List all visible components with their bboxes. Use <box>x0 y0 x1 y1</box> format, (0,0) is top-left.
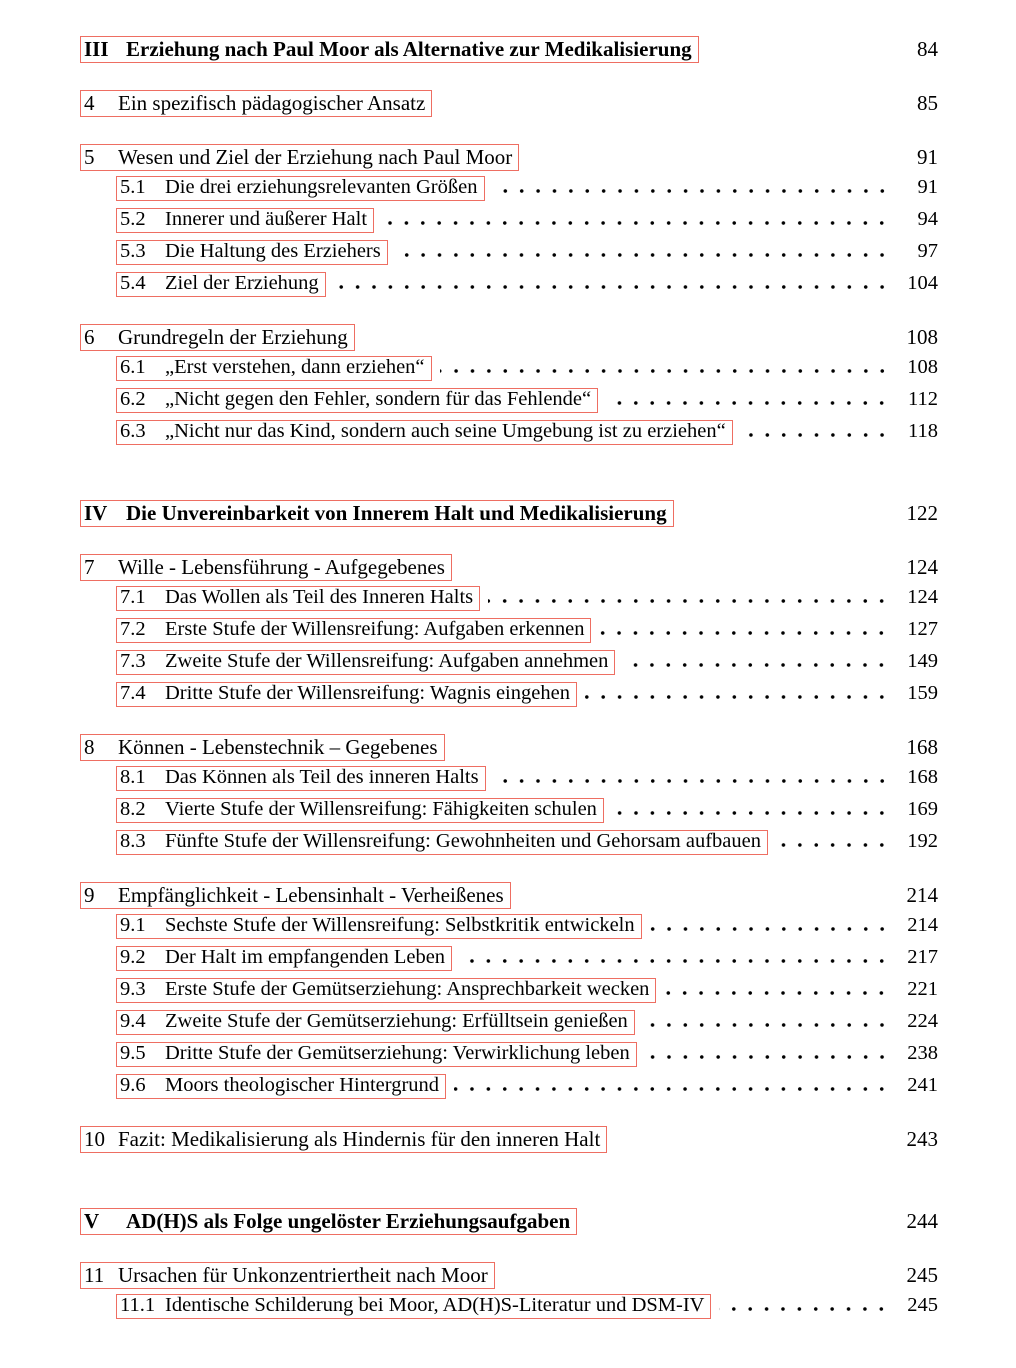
dot-leader <box>606 401 890 405</box>
toc-entry <box>80 208 938 233</box>
toc-entry-number: 5.4 <box>120 272 146 294</box>
toc-entry-page: 221 <box>907 978 938 1000</box>
leader-spacer <box>585 1224 890 1228</box>
dot-leader <box>494 779 890 783</box>
toc-entry-title: Wille - Lebensführung - Aufgegebenes <box>118 555 445 579</box>
toc-entry-link[interactable] <box>80 554 452 581</box>
toc-entry <box>80 420 938 445</box>
toc-entry <box>80 618 938 643</box>
toc-entry <box>80 766 938 791</box>
toc-entry-link[interactable] <box>80 144 519 171</box>
toc-entry <box>80 1042 938 1067</box>
toc-entry-page: 97 <box>917 240 938 262</box>
toc-entry-page: 124 <box>907 586 938 608</box>
toc-entry <box>80 1294 938 1319</box>
toc-entry-title: AD(H)S als Folge ungelöster Erziehungsaufgaben <box>126 1209 571 1233</box>
dot-leader <box>643 1023 890 1027</box>
leader-spacer <box>453 750 890 754</box>
dot-leader <box>599 631 890 635</box>
toc-entry-link[interactable] <box>116 830 768 855</box>
toc-entry-link[interactable] <box>80 36 699 63</box>
toc-entry-number: 7.1 <box>120 586 146 608</box>
toc-entry-link[interactable] <box>80 1126 607 1153</box>
toc-entry-title: Moors theologischer Hintergrund <box>165 1074 440 1096</box>
toc-entry <box>80 734 938 761</box>
toc-entry-number: 9.3 <box>120 978 146 1000</box>
dot-leader <box>645 1055 890 1059</box>
dot-leader <box>396 253 890 257</box>
toc-entry-page: 91 <box>917 145 938 169</box>
toc-entry-title: Innerer und äußerer Halt <box>165 208 368 230</box>
toc-entry <box>80 882 938 909</box>
leader-spacer <box>707 52 890 56</box>
toc-entry-number: 5.2 <box>120 208 146 230</box>
toc-entry-page: 217 <box>907 946 938 968</box>
toc-entry-link[interactable] <box>116 420 733 445</box>
toc-entry <box>80 554 938 581</box>
dot-leader <box>776 843 890 847</box>
toc-entry-link[interactable] <box>116 240 388 265</box>
toc-entry-number: 4 <box>84 91 95 115</box>
toc-entry <box>80 650 938 675</box>
leader-spacer <box>503 1278 890 1282</box>
toc-entry-title: „Nicht nur das Kind, sondern auch seine Umgebung ist zu erziehen“ <box>165 420 726 442</box>
toc-entry-number: 9.2 <box>120 946 146 968</box>
toc-entry-title: Sechste Stufe der Willensreifung: Selbstkritik entwickeln <box>165 914 635 936</box>
toc-entry-link[interactable] <box>80 324 355 351</box>
toc-entry-number: 8 <box>84 735 95 759</box>
toc-entry-title: Das Können als Teil des inneren Halts <box>165 766 479 788</box>
toc-entry-number: 8.2 <box>120 798 146 820</box>
toc-entry-number: 9.4 <box>120 1010 146 1032</box>
toc-entry-link[interactable] <box>116 586 480 611</box>
toc-entry <box>80 586 938 611</box>
toc-entry-link[interactable] <box>116 682 577 707</box>
toc-entry-link[interactable] <box>80 882 511 909</box>
toc-entry-title: Der Halt im empfangenden Leben <box>165 946 446 968</box>
dot-leader <box>612 811 890 815</box>
toc-entry-link[interactable] <box>116 272 326 297</box>
toc-entry-number: 11.1 <box>120 1294 156 1316</box>
toc-entry-link[interactable] <box>116 978 656 1003</box>
toc-entry-page: 159 <box>907 682 938 704</box>
toc-entry <box>80 830 938 855</box>
toc-entry-title: „Erst verstehen, dann erziehen“ <box>165 356 425 378</box>
toc-entry-page: 124 <box>906 555 938 579</box>
toc-entry <box>80 1208 938 1235</box>
toc-entry <box>80 36 938 63</box>
toc-entry-title: Erziehung nach Paul Moor als Alternative zur Medikalisierung <box>126 37 692 61</box>
toc-entry-page: 149 <box>907 650 938 672</box>
toc-entry-page: 94 <box>917 208 938 230</box>
toc-entry-page: 244 <box>906 1209 938 1233</box>
dot-leader <box>493 189 891 193</box>
toc-entry-link[interactable] <box>80 734 445 761</box>
toc-entry-number: 6 <box>84 325 95 349</box>
toc-entry <box>80 356 938 381</box>
leader-spacer <box>615 1142 890 1146</box>
toc-entry-page: 108 <box>907 356 938 378</box>
toc-entry-title: Fünfte Stufe der Willensreifung: Gewohnheiten und Gehorsam aufbauen <box>165 830 761 852</box>
toc-entry-link[interactable] <box>116 766 486 791</box>
toc-entry-number: 7.2 <box>120 618 146 640</box>
toc-entry-title: Fazit: Medikalisierung als Hindernis für den inneren Halt <box>118 1127 601 1151</box>
toc-entry-title: Erste Stufe der Gemütserziehung: Ansprechbarkeit wecken <box>165 978 650 1000</box>
toc-entry-page: 168 <box>907 766 938 788</box>
toc-entry-title: Ein spezifisch pädagogischer Ansatz <box>118 91 426 115</box>
dot-leader <box>623 663 890 667</box>
toc-entry-title: „Nicht gegen den Fehler, sondern für das Fehlende“ <box>165 388 592 410</box>
toc-entry-title: Die Unvereinbarkeit von Innerem Halt und Medikalisierung <box>126 501 667 525</box>
toc-entry-number: 5.1 <box>120 176 146 198</box>
toc-entry <box>80 682 938 707</box>
toc-entry-number: 9.1 <box>120 914 146 936</box>
dot-leader <box>460 959 890 963</box>
toc-list <box>80 36 938 1319</box>
leader-spacer <box>440 106 890 110</box>
toc-entry-link[interactable] <box>80 500 674 527</box>
dot-leader <box>334 285 890 289</box>
dot-leader <box>382 221 890 225</box>
toc-entry-number: 8.1 <box>120 766 146 788</box>
toc-entry <box>80 978 938 1003</box>
dot-leader <box>488 599 890 603</box>
toc-entry <box>80 144 938 171</box>
toc-entry-link[interactable] <box>116 914 642 939</box>
toc-entry-title: Zweite Stufe der Willensreifung: Aufgaben annehmen <box>165 650 609 672</box>
toc-entry-page: 91 <box>917 176 938 198</box>
toc-entry-number: V <box>84 1209 100 1233</box>
dot-leader <box>585 695 890 699</box>
toc-entry <box>80 914 938 939</box>
toc-entry <box>80 1126 938 1153</box>
toc-entry-title: Empfänglichkeit - Lebensinhalt - Verheißenes <box>118 883 504 907</box>
toc-entry-title: Wesen und Ziel der Erziehung nach Paul Moor <box>118 145 513 169</box>
dot-leader <box>454 1087 890 1091</box>
toc-entry-link[interactable] <box>116 1042 637 1067</box>
leader-spacer <box>519 898 890 902</box>
toc-entry-page: 108 <box>906 325 938 349</box>
toc-entry-link[interactable] <box>116 618 591 643</box>
toc-entry <box>80 176 938 201</box>
toc-entry-page: 245 <box>906 1263 938 1287</box>
toc-entry <box>80 388 938 413</box>
toc-entry <box>80 500 938 527</box>
toc-entry-page: 238 <box>907 1042 938 1064</box>
toc-entry-link[interactable] <box>116 946 452 971</box>
toc-entry-title: Vierte Stufe der Willensreifung: Fähigkeiten schulen <box>165 798 597 820</box>
toc-entry-page: 224 <box>907 1010 938 1032</box>
toc-entry-link[interactable] <box>116 356 432 381</box>
toc-entry-link[interactable] <box>116 650 615 675</box>
toc-entry-page: 192 <box>907 830 938 852</box>
toc-entry <box>80 946 938 971</box>
toc-entry-title: Identische Schilderung bei Moor, AD(H)S-Literatur und DSM-IV <box>165 1294 705 1316</box>
toc-entry-title: Grundregeln der Erziehung <box>118 325 348 349</box>
toc-entry-page: 104 <box>907 272 938 294</box>
toc-entry-link[interactable] <box>116 208 374 233</box>
toc-entry-link[interactable] <box>116 1294 711 1319</box>
toc-entry-title: Ziel der Erziehung <box>165 272 319 294</box>
toc-entry-link[interactable] <box>116 1010 635 1035</box>
leader-spacer <box>363 340 890 344</box>
toc-entry <box>80 1262 938 1289</box>
toc-entry <box>80 1010 938 1035</box>
toc-entry-number: 6.2 <box>120 388 146 410</box>
toc-entry-number: 9.6 <box>120 1074 146 1096</box>
toc-entry-page: 214 <box>906 883 938 907</box>
toc-entry-link[interactable] <box>116 176 485 201</box>
toc-entry-page: 112 <box>908 388 938 410</box>
toc-entry-page: 85 <box>917 91 938 115</box>
toc-entry-number: 6.3 <box>120 420 146 442</box>
toc-entry-title: Können - Lebenstechnik – Gegebenes <box>118 735 438 759</box>
toc-entry <box>80 90 938 117</box>
toc-entry-number: 7 <box>84 555 95 579</box>
toc-entry-link[interactable] <box>80 1262 495 1289</box>
toc-entry-number: 9 <box>84 883 95 907</box>
toc-entry-number: 7.4 <box>120 682 146 704</box>
toc-entry-number: 9.5 <box>120 1042 146 1064</box>
toc-entry-page: 243 <box>906 1127 938 1151</box>
toc-entry-number: 5.3 <box>120 240 146 262</box>
toc-entry-page: 122 <box>906 501 938 525</box>
toc-entry-number: 8.3 <box>120 830 146 852</box>
toc-entry-page: 118 <box>908 420 938 442</box>
toc-entry-page: 168 <box>906 735 938 759</box>
toc-entry-link[interactable] <box>116 1074 446 1099</box>
toc-entry-number: 6.1 <box>120 356 146 378</box>
toc-entry-page: 127 <box>907 618 938 640</box>
toc-entry-number: 5 <box>84 145 95 169</box>
toc-entry-number: 7.3 <box>120 650 146 672</box>
toc-entry-link[interactable] <box>116 388 598 413</box>
toc-entry <box>80 240 938 265</box>
toc-entry-number: 11 <box>84 1263 105 1287</box>
toc-entry-link[interactable] <box>80 1208 577 1235</box>
toc-entry-title: Zweite Stufe der Gemütserziehung: Erfülltsein genießen <box>165 1010 628 1032</box>
toc-entry-number: 10 <box>84 1127 105 1151</box>
toc-entry-title: Erste Stufe der Willensreifung: Aufgaben erkennen <box>165 618 585 640</box>
toc-entry-title: Das Wollen als Teil des Inneren Halts <box>165 586 474 608</box>
toc-entry-title: Dritte Stufe der Willensreifung: Wagnis eingehen <box>165 682 570 704</box>
leader-spacer <box>682 516 890 520</box>
toc-entry-title: Die drei erziehungsrelevanten Größen <box>165 176 478 198</box>
toc-entry-link[interactable] <box>80 90 432 117</box>
toc-entry-number: IV <box>84 501 108 525</box>
toc-entry-page: 245 <box>907 1294 938 1316</box>
toc-entry-link[interactable] <box>116 798 604 823</box>
toc-entry <box>80 272 938 297</box>
dot-leader <box>440 369 890 373</box>
toc-entry-page: 241 <box>907 1074 938 1096</box>
toc-entry-title: Ursachen für Unkonzentriertheit nach Moor <box>118 1263 488 1287</box>
dot-leader <box>741 433 890 437</box>
toc-entry-page: 169 <box>907 798 938 820</box>
toc-entry-title: Die Haltung des Erziehers <box>165 240 381 262</box>
toc-entry <box>80 798 938 823</box>
dot-leader <box>719 1307 890 1311</box>
toc-entry <box>80 1074 938 1099</box>
toc-entry-page: 84 <box>917 37 938 61</box>
toc-entry <box>80 324 938 351</box>
leader-spacer <box>460 570 890 574</box>
toc-entry-page: 214 <box>907 914 938 936</box>
dot-leader <box>664 991 890 995</box>
toc-entry-number: III <box>84 37 109 61</box>
toc-entry-title: Dritte Stufe der Gemütserziehung: Verwirklichung leben <box>165 1042 630 1064</box>
leader-spacer <box>527 160 890 164</box>
dot-leader <box>650 927 890 931</box>
